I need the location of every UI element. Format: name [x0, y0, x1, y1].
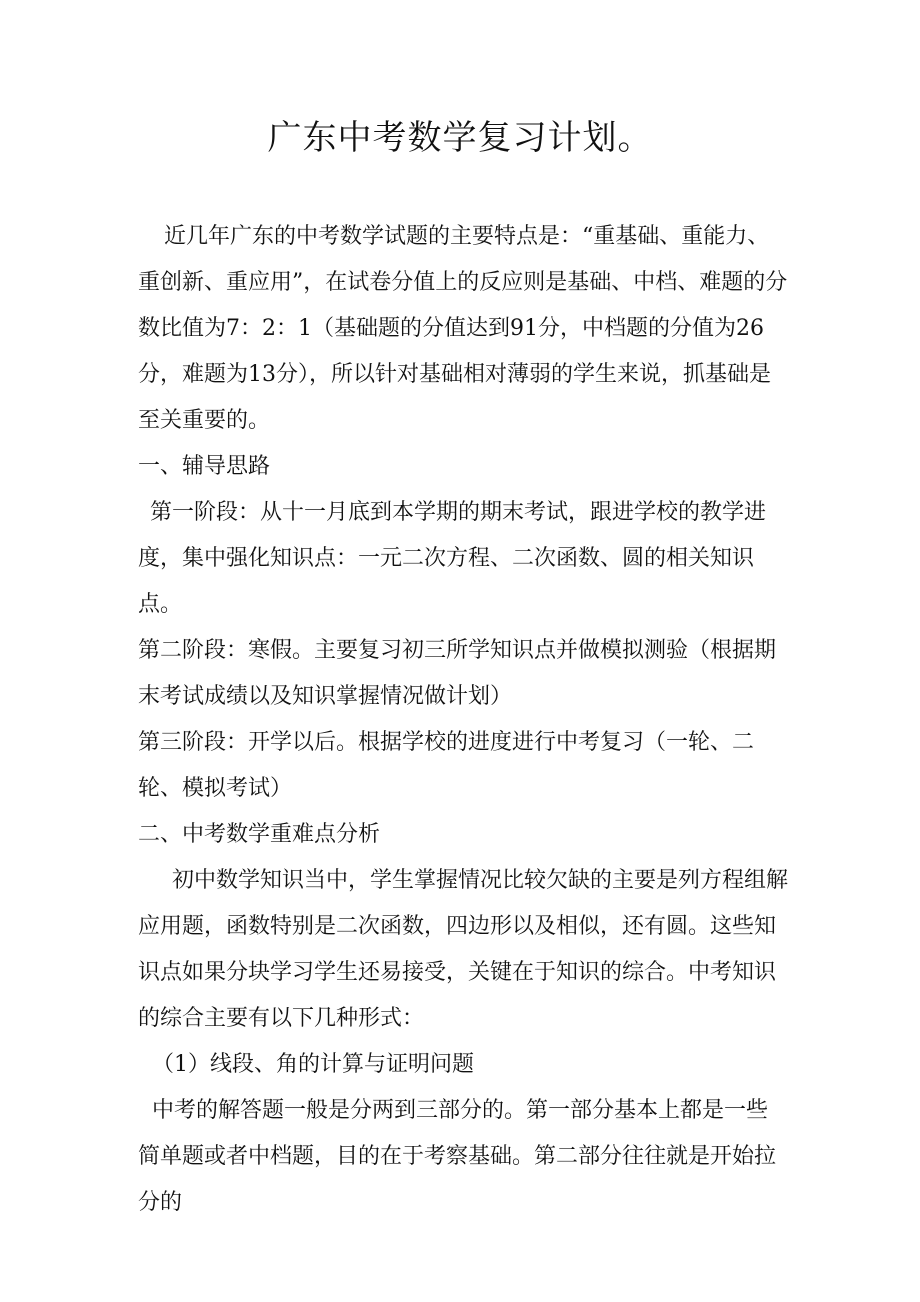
- paragraph-stage-3: 第三阶段：开学以后。根据学校的进度进行中考复习（一轮、二轮、模拟考试）: [138, 730, 755, 801]
- document-title: 广东中考数学复习计划。: [267, 118, 653, 158]
- heading-guidance: 一、辅导思路: [138, 454, 271, 479]
- heading-analysis: 二、中考数学重难点分析: [138, 822, 381, 847]
- paragraph-stage-2: 第二阶段：寒假。主要复习初三所学知识点并做模拟测验（根据期末考试成绩以及知识掌握情况做计划）: [138, 638, 777, 709]
- document-body: [138, 214, 788, 1226]
- paragraph-intro: 近几年广东的中考数学试题的主要特点是：“重基础、重能力、重创新、重应用”，在试卷分值上的反应则是基础、中档、难题的分数比值为7：2：1（基础题的分值达到91分，中档题的分值为26分，难题为13分），所以针对基础相对薄弱的学生来说，抓基础是至关重要的。: [138, 224, 788, 433]
- paragraph-exam-structure: 中考的解答题一般是分两到三部分的。第一部分基本上都是一些简单题或者中档题，目的在于考察基础。第二部分往往就是开始拉分的: [138, 1098, 777, 1215]
- paragraph-analysis: 初中数学知识当中，学生掌握情况比较欠缺的主要是列方程组解应用题，函数特别是二次函数，四边形以及相似，还有圆。这些知识点如果分块学习学生还易接受，关键在于知识的综合。中考知识的综合主要有以下几种形式：: [138, 868, 789, 1031]
- subheading-segment-angle: （1）线段、角的计算与证明问题: [152, 1052, 474, 1077]
- paragraph-stage-1: 第一阶段：从十一月底到本学期的期末考试，跟进学校的教学进度，集中强化知识点：一元二次方程、二次函数、圆的相关知识点。: [138, 500, 767, 617]
